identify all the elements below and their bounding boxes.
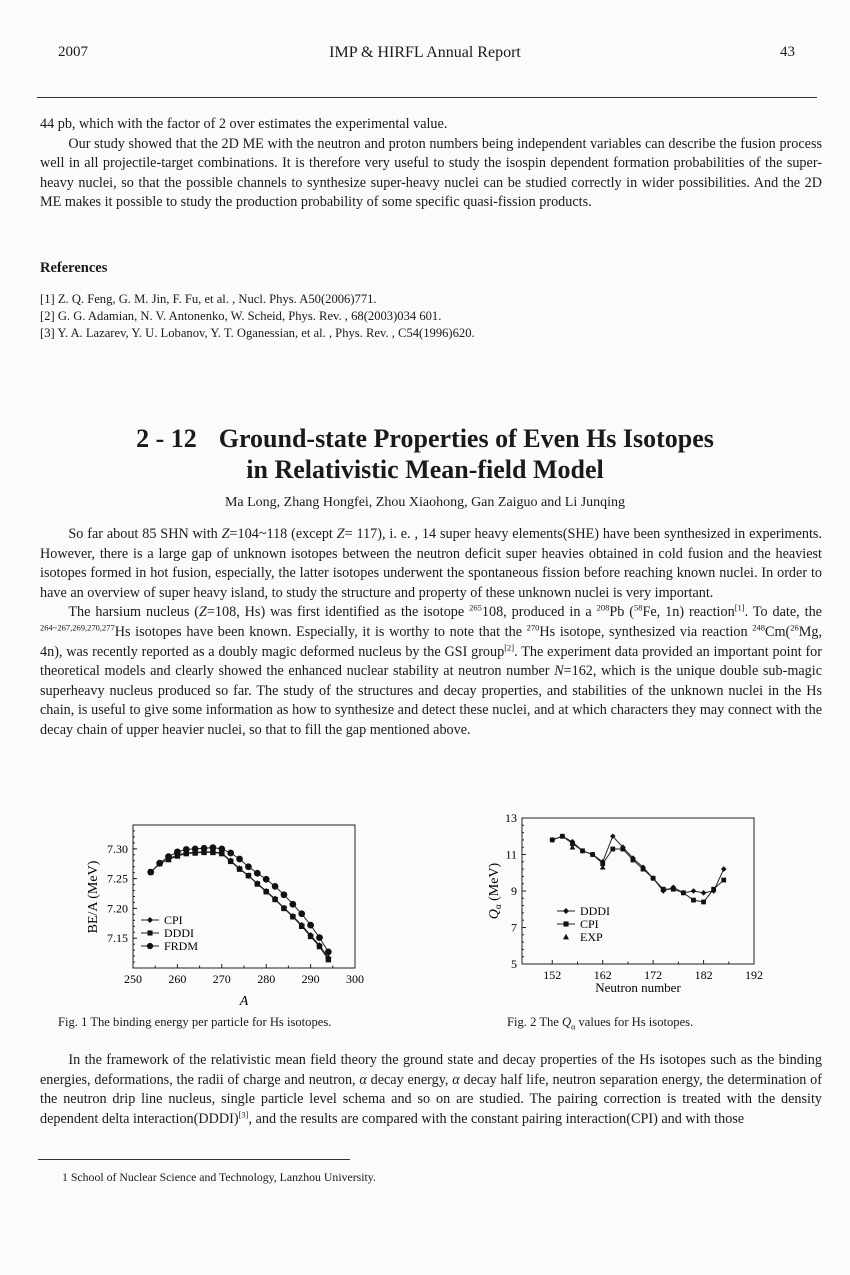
y-tick-label: 7.30 bbox=[107, 841, 128, 856]
data-point bbox=[272, 883, 279, 890]
data-point bbox=[210, 844, 217, 851]
intro-text bbox=[40, 115, 822, 213]
citation-2[interactable]: [2] bbox=[504, 641, 515, 652]
data-point bbox=[201, 845, 208, 852]
figure-1-chart bbox=[80, 805, 380, 1010]
data-point bbox=[550, 838, 555, 843]
plot-frame bbox=[522, 818, 754, 964]
data-point bbox=[701, 900, 706, 905]
body-text bbox=[40, 525, 822, 741]
body-paragraph-3: In the framework of the relativistic mean field theory the ground state and decay properties of the Hs isotopes such as the binding energies, deformations, the radii of charge and neutron, α decay energy, α decay half life, neutron separation energy, the determination of the neutron drip line nucleus, single particle level schema and so on are studied. The pairing correction is treated with the density dependent delta interaction(DDDI)[3], and the results are compared with the constant pairing interaction(CPI) and with those bbox=[40, 1052, 822, 1127]
reference-item: [1] Z. Q. Feng, G. M. Jin, F. Fu, et al. , Nucl. Phys. A50(2006)771. bbox=[40, 292, 377, 306]
data-point bbox=[236, 856, 243, 863]
data-point bbox=[701, 890, 707, 896]
data-point bbox=[245, 863, 252, 870]
x-tick-label: 280 bbox=[257, 972, 276, 986]
data-point bbox=[237, 866, 242, 871]
data-point bbox=[299, 924, 304, 929]
data-point bbox=[298, 910, 305, 917]
legend-label-cpi: CPI bbox=[164, 913, 183, 927]
y-axis-label: BE/A (MeV) bbox=[86, 860, 101, 934]
data-point bbox=[711, 887, 716, 892]
citation-1[interactable]: [1] bbox=[734, 602, 745, 613]
data-point bbox=[721, 878, 726, 883]
intro-paragraph-1: 44 pb, which with the factor of 2 over estimates the experimental value. bbox=[40, 116, 448, 132]
references-heading: References bbox=[40, 260, 108, 276]
x-tick-label: 182 bbox=[694, 968, 713, 982]
data-point bbox=[691, 888, 697, 894]
data-point bbox=[307, 922, 314, 929]
article-title-line1: Ground-state Properties of Even Hs Isotopes bbox=[218, 424, 714, 453]
data-point bbox=[272, 897, 277, 902]
data-point bbox=[691, 898, 696, 903]
article-title-line2: in Relativistic Mean-field Model bbox=[246, 455, 604, 484]
y-tick-label: 13 bbox=[505, 811, 517, 825]
header-journal: IMP & HIRFL Annual Report bbox=[329, 44, 521, 61]
data-point bbox=[254, 870, 261, 877]
data-point bbox=[317, 944, 322, 949]
data-point bbox=[147, 943, 153, 949]
y-tick-label: 7.20 bbox=[107, 901, 128, 916]
data-point bbox=[147, 930, 152, 935]
x-tick-label: 192 bbox=[745, 968, 763, 982]
body-paragraph-1: So far about 85 SHN with Z=104~118 (except Z= 117), i. e. , 14 super heavy elements(SHE) have been synthesized in experiments. However, there is a large gap of unknown isotopes between the neutron deficit super heavies obtained in cold fusion and the heaviest isotopes formed in hot fusion, especially, the latter isotopes underwent the spontaneous fission before reaching known nuclei. In order to have an overview of super heavy island, to study the structure and property of these unknown nuclei is very important. bbox=[40, 526, 822, 601]
data-point bbox=[263, 889, 268, 894]
data-point bbox=[661, 887, 666, 892]
series-exp bbox=[570, 844, 606, 869]
data-point bbox=[174, 848, 181, 855]
y-tick-label: 5 bbox=[511, 957, 517, 971]
x-tick-label: 250 bbox=[124, 972, 142, 986]
data-point bbox=[721, 866, 727, 872]
data-point bbox=[308, 934, 313, 939]
reference-item: [3] Y. A. Lazarev, Y. U. Lobanov, Y. T. Oganessian, et al. , Phys. Rev. , C54(1996)620. bbox=[40, 326, 475, 340]
x-tick-label: 172 bbox=[644, 968, 663, 982]
data-point bbox=[165, 853, 172, 860]
data-point bbox=[316, 934, 323, 941]
data-point bbox=[246, 873, 251, 878]
header-year: 2007 bbox=[58, 44, 88, 60]
data-point bbox=[671, 887, 676, 892]
references-list bbox=[40, 291, 475, 342]
data-point bbox=[290, 914, 295, 919]
data-point bbox=[228, 859, 233, 864]
series-cpi bbox=[550, 834, 726, 904]
x-tick-label: 162 bbox=[593, 968, 612, 982]
data-point bbox=[631, 858, 636, 863]
y-tick-label: 7.25 bbox=[107, 871, 128, 886]
data-point bbox=[563, 908, 569, 914]
data-point bbox=[192, 845, 199, 852]
data-point bbox=[147, 869, 154, 876]
x-tick-label: 290 bbox=[301, 972, 320, 986]
legend-label-frdm: FRDM bbox=[164, 939, 199, 953]
data-point bbox=[281, 891, 288, 898]
x-axis-label: Neutron number bbox=[595, 980, 681, 995]
article-title bbox=[0, 423, 850, 454]
reference-item: [2] G. G. Adamian, N. V. Antonenko, W. Scheid, Phys. Rev. , 68(2003)034 601. bbox=[40, 309, 442, 323]
legend-label-cpi: CPI bbox=[580, 917, 599, 931]
data-point bbox=[651, 876, 656, 881]
data-point bbox=[641, 867, 646, 872]
x-tick-label: 260 bbox=[168, 972, 187, 986]
y-tick-label: 9 bbox=[511, 884, 517, 898]
y-tick-label: 11 bbox=[505, 847, 517, 862]
footnote: 1 School of Nuclear Science and Technology, Lanzhou University. bbox=[62, 1170, 376, 1184]
data-point bbox=[325, 949, 332, 956]
legend-label-exp: EXP bbox=[580, 930, 603, 944]
article-number: 2 - 12 bbox=[136, 424, 197, 453]
legend bbox=[557, 904, 610, 944]
data-point bbox=[560, 834, 565, 839]
y-tick-label: 7.15 bbox=[107, 931, 128, 946]
figure-1-caption: Fig. 1 The binding energy per particle for Hs isotopes. bbox=[58, 1015, 332, 1029]
legend bbox=[141, 913, 198, 953]
data-point bbox=[620, 847, 625, 852]
data-point bbox=[610, 847, 615, 852]
footnote-rule bbox=[38, 1159, 350, 1160]
citation-3[interactable]: [3] bbox=[238, 1109, 249, 1120]
header-page-number: 43 bbox=[780, 44, 795, 60]
data-point bbox=[289, 901, 296, 908]
legend-label-dddi: DDDI bbox=[164, 926, 194, 940]
data-point bbox=[263, 876, 270, 883]
body-paragraph-3-container bbox=[40, 1051, 822, 1129]
y-tick-label: 7 bbox=[511, 920, 517, 935]
article-authors: Ma Long, Zhang Hongfei, Zhou Xiaohong, Gan Zaiguo and Li Junqing bbox=[224, 495, 626, 510]
data-point bbox=[147, 917, 153, 923]
y-axis-label: $Q_\alpha$ (MeV) bbox=[487, 862, 503, 920]
data-point bbox=[281, 906, 286, 911]
x-tick-label: 270 bbox=[212, 972, 231, 986]
header-rule bbox=[37, 97, 817, 98]
x-tick-label: 300 bbox=[346, 972, 364, 986]
data-point bbox=[326, 957, 331, 962]
data-point bbox=[580, 848, 585, 853]
data-point bbox=[218, 845, 225, 852]
data-point bbox=[183, 846, 190, 853]
data-point bbox=[563, 934, 569, 940]
x-axis-label: A bbox=[239, 994, 249, 1009]
legend-label-dddi: DDDI bbox=[580, 904, 610, 918]
data-point bbox=[681, 890, 686, 895]
figure-2-caption: Fig. 2 The $Q_\alpha$ values for Hs isotopes. bbox=[507, 1015, 694, 1032]
intro-paragraph-2: Our study showed that the 2D ME with the neutron and proton numbers being independent variables can describe the fusion process well in all projectile-target combinations. It is therefore very useful to study the isospin dependent formation probabilities of the super-heavy nuclei, so that the possible channels to synthesize super-heavy nuclei can be studied correctly in wider possibilities. And the 2D ME makes it possible to study the production probability of some specific quasi-fission products. bbox=[40, 135, 822, 211]
x-tick-label: 152 bbox=[543, 968, 562, 982]
data-point bbox=[563, 921, 568, 926]
data-point bbox=[255, 881, 260, 886]
body-paragraph-2: The harsium nucleus (Z=108, Hs) was first identified as the isotope $^{265}$108, produced in a $^{208}$Pb ($^{58}$Fe, 1n) reaction[1]. To date, the $^{264\sim 267,269,270,277}$Hs isotopes have been known. Especially, it is worthy to note that the $^{270}$Hs isotope, synthesized via reaction $^{248}$Cm($^{26}$Mg, 4n), was recently reported as a doubly magic deformed nucleus by the GSI group[2]. The experiment data provided an important point for theoretical models and clearly showed the enhanced nuclear stability at neutron number N=162, which is the unique double sub-magic superheavy nucleus produced so far. The study of the structures and decay properties, and stabilities of the unknown nuclei in the Hs chain, is useful to give some information as how to synthesize and detect these nuclei, and at which characters they may connect with the decay chain of upper heavier nuclei, so that to fill the gap mentioned above. bbox=[40, 602, 823, 738]
data-point bbox=[590, 852, 595, 857]
figure-2-chart bbox=[460, 805, 780, 1010]
data-point bbox=[227, 850, 234, 857]
data-point bbox=[156, 860, 163, 867]
